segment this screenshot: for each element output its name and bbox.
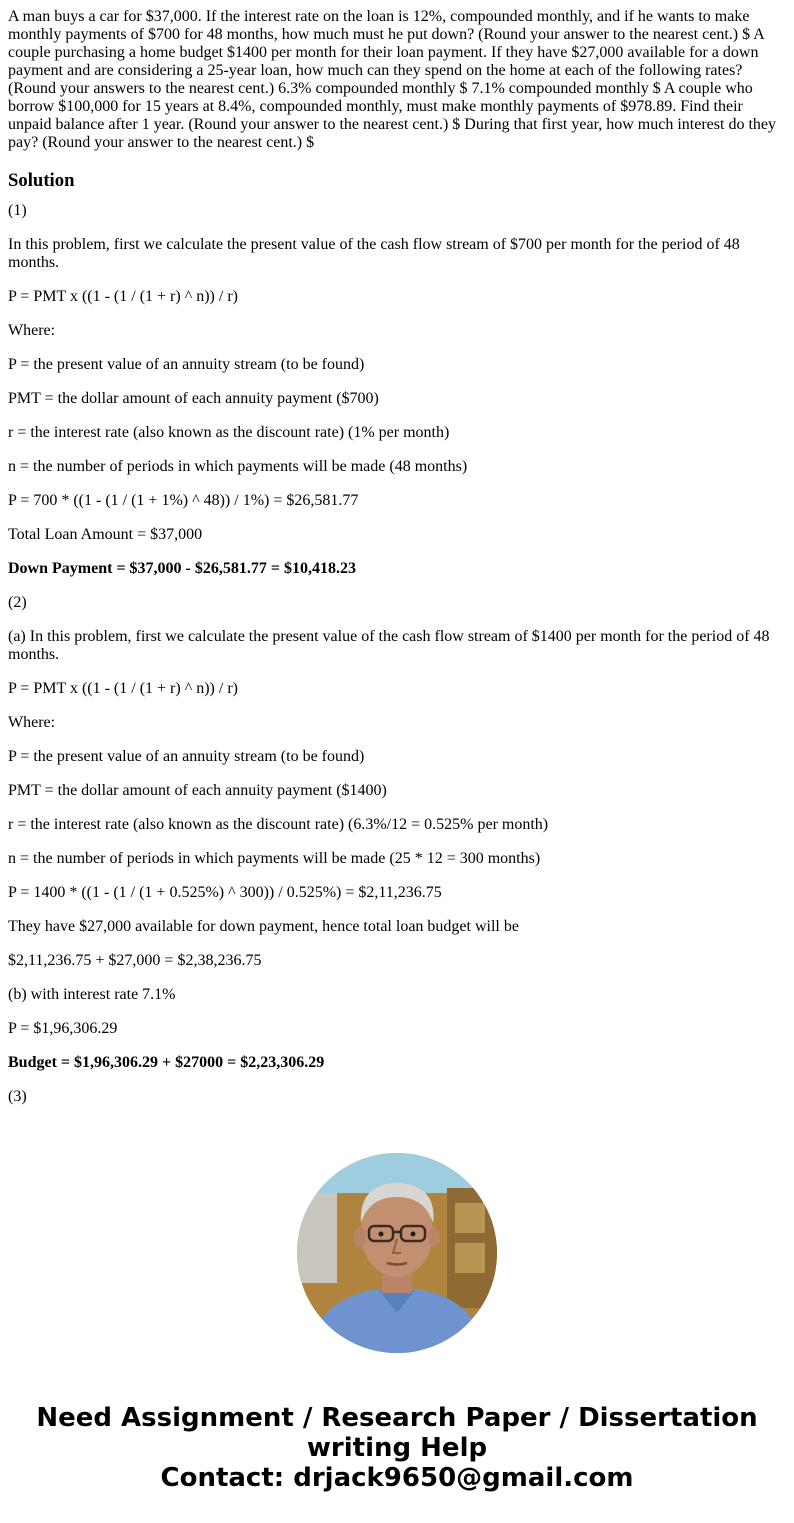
answer-line: Down Payment = $37,000 - $26,581.77 = $10,418.23 (8, 560, 356, 577)
author-portrait-icon (297, 1153, 497, 1353)
author-avatar (297, 1153, 497, 1353)
calculation-line: $2,11,236.75 + $27,000 = $2,38,236.75 (8, 952, 262, 969)
definition-line: n = the number of periods in which payments will be made (25 * 12 = 300 months) (8, 850, 541, 867)
solution-paragraph: Where: (8, 714, 56, 731)
calculation-line: P = $1,96,306.29 (8, 1020, 118, 1037)
definition-line: P = the present value of an annuity stream (to be found) (8, 748, 365, 765)
formula-line: P = PMT x ((1 - (1 / (1 + r) ^ n)) / r) (8, 680, 238, 697)
footer-line: writing Help (306, 1433, 488, 1463)
definition-line: n = the number of periods in which payments will be made (48 months) (8, 458, 468, 475)
solution-paragraph: (1) (8, 202, 27, 219)
definition-line: P = the present value of an annuity stream (to be found) (8, 356, 365, 373)
solution-paragraph: Total Loan Amount = $37,000 (8, 526, 203, 543)
definition-line: r = the interest rate (also known as the discount rate) (6.3%/12 = 0.525% per month) (8, 816, 549, 833)
definition-line: PMT = the dollar amount of each annuity payment ($1400) (8, 782, 387, 799)
contact-footer (0, 1403, 794, 1493)
question-text: A man buys a car for $37,000. If the interest rate on the loan is 12%, compounded monthly, and if he wants to make monthly payments of $700 for 48 months, how much must he put down? (Round your answer to the nearest cent.) $ A couple purchasing a home budget $1400 per month for their loan payment. If they have $27,000 available for a down payment and are considering a 25-year loan, how much can they spend on the home at each of the following rates? (Round your answers to the nearest cent.) 6.3% compounded monthly $ 7.1% compounded monthly $ A couple who borrow $100,000 for 15 years at 8.4%, compounded monthly, must make monthly payments of $978.89. Find their unpaid balance after 1 year. (Round your answer to the nearest cent.) $ During that first year, how much interest do they pay? (Round your answer to the nearest cent.) $ (8, 8, 776, 151)
solution-paragraph: (a) In this problem, first we calculate the present value of the cash flow stream of $1400 per month for the period of 48 months. (8, 628, 770, 663)
calculation-line: P = 1400 * ((1 - (1 / (1 + 0.525%) ^ 300)) / 0.525%) = $2,11,236.75 (8, 884, 442, 901)
solution-paragraph: (3) (8, 1088, 27, 1105)
definition-line: PMT = the dollar amount of each annuity payment ($700) (8, 390, 379, 407)
solution-paragraph: In this problem, first we calculate the present value of the cash flow stream of $700 per month for the period of 48 months. (8, 236, 740, 271)
definition-line: r = the interest rate (also known as the discount rate) (1% per month) (8, 424, 450, 441)
solution-paragraph: Where: (8, 322, 56, 339)
solution-paragraph: (b) with interest rate 7.1% (8, 986, 176, 1003)
solution-heading: Solution (8, 170, 75, 191)
solution-paragraph: (2) (8, 594, 27, 611)
answer-line: Budget = $1,96,306.29 + $27000 = $2,23,306.29 (8, 1054, 325, 1071)
footer-line: Need Assignment / Research Paper / Dissertation (36, 1403, 758, 1433)
solution-paragraph: They have $27,000 available for down payment, hence total loan budget will be (8, 918, 519, 935)
contact-email: Contact: drjack9650@gmail.com (160, 1463, 634, 1493)
formula-line: P = PMT x ((1 - (1 / (1 + r) ^ n)) / r) (8, 288, 238, 305)
document-content (8, 8, 784, 1122)
calculation-line: P = 700 * ((1 - (1 / (1 + 1%) ^ 48)) / 1%) = $26,581.77 (8, 492, 359, 509)
